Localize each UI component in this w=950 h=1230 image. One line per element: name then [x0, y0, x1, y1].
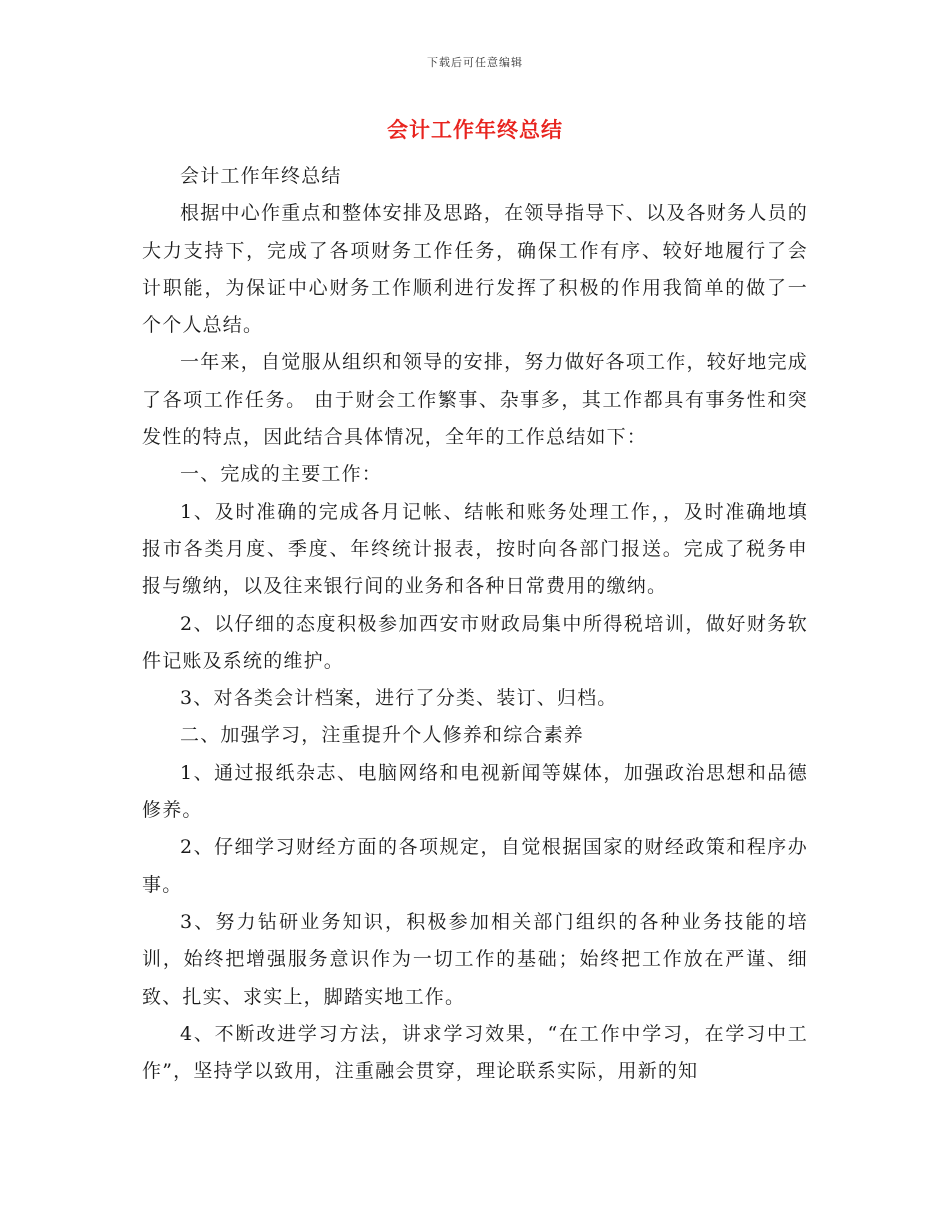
- section-heading-main-work: 一、完成的主要工作：: [180, 463, 383, 486]
- paragraph-item: 1、及时准确的完成各月记帐、结帐和账务处理工作，，及时准确地填报市各类月度、季度、年终统计报表，按时向各部门报送。完成了税务申报与缴纳，以及往来银行间的业务和各种日常费用的缴纳。: [142, 500, 808, 598]
- paragraph-item: 4、不断改进学习方法，讲求学习效果，“在工作中学习，在学习中工作”，坚持学以致用，注重融会贯穿，理论联系实际，用新的知: [142, 1022, 808, 1083]
- document-title: 会计工作年终总结: [387, 118, 563, 142]
- paragraph-item: 2、仔细学习财经方面的各项规定，自觉根据国家的财经政策和程序办事。: [142, 836, 808, 896]
- document-body: [142, 158, 808, 1090]
- paragraph-subtitle: 会计工作年终总结: [180, 165, 342, 187]
- paragraph-item: 3、对各类会计档案，进行了分类、装订、归档。: [180, 687, 618, 710]
- section-heading-learning: 二、加强学习，注重提升个人修养和综合素养: [180, 724, 585, 747]
- header-note: 下载后可任意编辑: [427, 56, 523, 69]
- paragraph-item: 1、通过报纸杂志、电脑网络和电视新闻等媒体，加强政治思想和品德修养。: [142, 761, 808, 822]
- paragraph-overview: 一年来，自觉服从组织和领导的安排，努力做好各项工作，较好地完成了各项工作任务。 由于财会工作繁事、杂事多，其工作都具有事务性和突发性的特点，因此结合具体情况，全年的工作总结如下：: [142, 351, 808, 449]
- paragraph-item: 3、努力钻研业务知识，积极参加相关部门组织的各种业务技能的培训，始终把增强服务意识作为一切工作的基础；始终把工作放在严谨、细致、扎实、求实上，脚踏实地工作。: [142, 910, 808, 1008]
- paragraph-intro: 根据中心作重点和整体安排及思路，在领导指导下、以及各财务人员的大力支持下，完成了各项财务工作任务，确保工作有序、较好地履行了会计职能，为保证中心财务工作顺利进行发挥了积极的作用我简单的做了一个个人总结。: [142, 202, 808, 337]
- paragraph-item: 2、以仔细的态度积极参加西安市财政局集中所得税培训，做好财务软件记账及系统的维护。: [142, 612, 808, 672]
